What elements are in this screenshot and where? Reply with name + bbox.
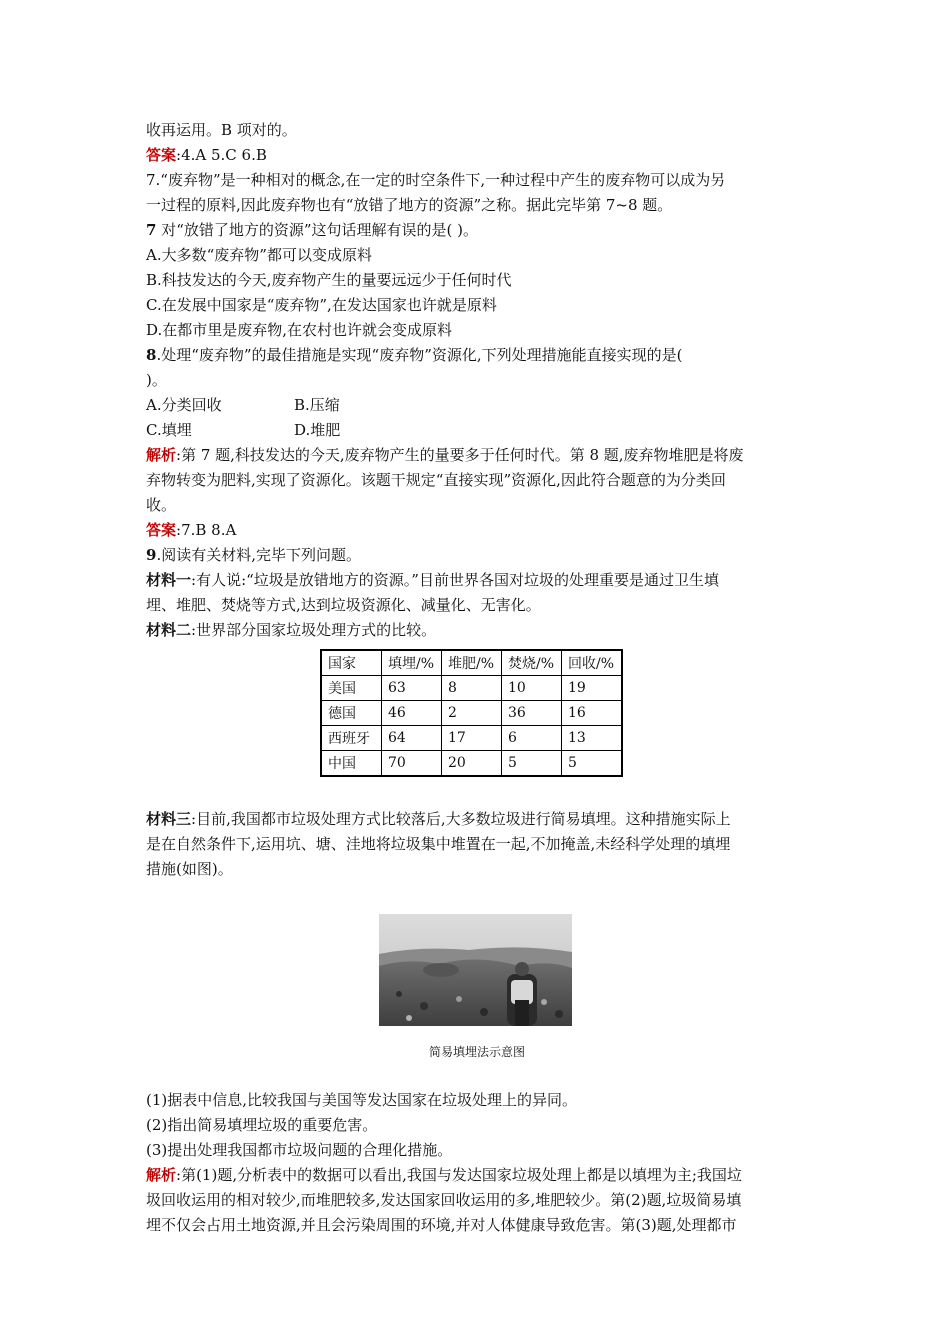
answer-text: :4.A 5.C 6.B bbox=[176, 146, 267, 164]
explanation-label: 解析 bbox=[146, 1166, 177, 1184]
material-label: 材料一 bbox=[146, 571, 192, 589]
table-cell: 20 bbox=[442, 751, 502, 777]
table-cell: 63 bbox=[382, 676, 442, 701]
answer-text: :7.B 8.A bbox=[176, 521, 237, 539]
question-text: 对“放错了地方的资源”这句话理解有误的是( )。 bbox=[156, 221, 479, 239]
table-cell: 5 bbox=[502, 751, 562, 777]
table-cell: 10 bbox=[502, 676, 562, 701]
text-line: 收。 bbox=[146, 496, 177, 514]
table-cell: 36 bbox=[502, 701, 562, 726]
table-cell: 64 bbox=[382, 726, 442, 751]
answer-line bbox=[146, 518, 808, 543]
waste-comparison-table bbox=[320, 649, 623, 777]
table-cell: 70 bbox=[382, 751, 442, 777]
text-line: 圾回收运用的相对较少,而堆肥较多,发达国家回收运用的多,堆肥较少。第(2)题,垃圾简易填 bbox=[146, 1191, 742, 1209]
table-header-cell: 回收/% bbox=[562, 650, 623, 676]
text-line: 7.“废弃物”是一种相对的概念,在一定的时空条件下,一种过程中产生的废弃物可以成为另 bbox=[146, 171, 726, 189]
sub-question-2: (2)指出简易填埋垃圾的重要危害。 bbox=[146, 1116, 378, 1134]
sub-question-3: (3)提出处理我国都市垃圾问题的合理化措施。 bbox=[146, 1141, 453, 1159]
landfill-photo-image bbox=[379, 914, 572, 1026]
option-b: B.压缩 bbox=[294, 396, 340, 414]
question-9 bbox=[146, 543, 808, 568]
option-a: A.大多数“废弃物”都可以变成原料 bbox=[146, 246, 372, 264]
material-text: :有人说:“垃圾是放错地方的资源。”目前世界各国对垃圾的处理重要是通过卫生填 bbox=[191, 571, 719, 589]
options-row bbox=[146, 418, 808, 443]
material-label: 材料三 bbox=[146, 810, 192, 828]
table-cell: 17 bbox=[442, 726, 502, 751]
table-header-row bbox=[321, 650, 622, 676]
explanation-label: 解析 bbox=[146, 446, 177, 464]
table-cell: 德国 bbox=[321, 701, 382, 726]
table-cell: 美国 bbox=[321, 676, 382, 701]
option-c: C.填埋 bbox=[146, 421, 192, 439]
question-number: 8 bbox=[146, 346, 157, 364]
document-page bbox=[146, 118, 808, 1238]
table-cell: 8 bbox=[442, 676, 502, 701]
option-b: B.科技发达的今天,废弃物产生的量要远远少于任何时代 bbox=[146, 271, 512, 289]
explanation-line bbox=[146, 443, 808, 468]
options-row bbox=[146, 393, 808, 418]
table-row bbox=[321, 751, 622, 777]
material-text: :目前,我国都市垃圾处理方式比较落后,大多数垃圾进行简易填埋。这种措施实际上 bbox=[191, 810, 731, 828]
option-c: C.在发展中国家是“废弃物”,在发达国家也许就是原料 bbox=[146, 296, 497, 314]
option-a: A.分类回收 bbox=[146, 396, 222, 414]
option-d: D.堆肥 bbox=[294, 421, 341, 439]
explanation-text: :第(1)题,分析表中的数据可以看出,我国与发达国家垃圾处理上都是以填埋为主;我国垃 bbox=[176, 1166, 742, 1184]
sub-question-1: (1)据表中信息,比较我国与美国等发达国家在垃圾处理上的异同。 bbox=[146, 1091, 578, 1109]
answer-line bbox=[146, 143, 808, 168]
question-7 bbox=[146, 218, 808, 243]
question-number: 7 bbox=[146, 221, 157, 239]
table-cell: 5 bbox=[562, 751, 623, 777]
text-line: )。 bbox=[146, 371, 167, 389]
option-d: D.在都市里是废弃物,在农村也许就会变成原料 bbox=[146, 321, 453, 339]
question-8 bbox=[146, 343, 808, 368]
table-header-cell: 焚烧/% bbox=[502, 650, 562, 676]
table-cell: 16 bbox=[562, 701, 623, 726]
table-cell: 19 bbox=[562, 676, 623, 701]
text-line: 一过程的原料,因此废弃物也有“放错了地方的资源”之称。据此完毕第 7~8 题。 bbox=[146, 196, 673, 214]
material-text: :世界部分国家垃圾处理方式的比较。 bbox=[191, 621, 437, 639]
table-cell: 6 bbox=[502, 726, 562, 751]
table-row bbox=[321, 726, 622, 751]
table-row bbox=[321, 701, 622, 726]
table-header-cell: 国家 bbox=[321, 650, 382, 676]
text-line: 弃物转变为肥料,实现了资源化。该题干规定“直接实现”资源化,因此符合题意的为分类回 bbox=[146, 471, 726, 489]
table-header-cell: 填埋/% bbox=[382, 650, 442, 676]
explanation-line bbox=[146, 1163, 808, 1188]
material-2 bbox=[146, 618, 808, 643]
text-line: 埋、堆肥、焚烧等方式,达到垃圾资源化、减量化、无害化。 bbox=[146, 596, 541, 614]
question-text: .阅读有关材料,完毕下列问题。 bbox=[156, 546, 361, 564]
text-line: 是在自然条件下,运用坑、塘、洼地将垃圾集中堆置在一起,不加掩盖,未经科学处理的填埋 bbox=[146, 835, 731, 853]
figure-caption: 简易填埋法示意图 bbox=[428, 1045, 525, 1059]
table-cell: 13 bbox=[562, 726, 623, 751]
question-text: .处理“废弃物”的最佳措施是实现“废弃物”资源化,下列处理措施能直接实现的是( bbox=[156, 346, 683, 364]
table-row bbox=[321, 676, 622, 701]
landfill-photo bbox=[379, 914, 572, 1026]
answer-label: 答案 bbox=[146, 521, 177, 539]
answer-label: 答案 bbox=[146, 146, 177, 164]
table-cell: 西班牙 bbox=[321, 726, 382, 751]
table-cell: 中国 bbox=[321, 751, 382, 777]
text-line: 收再运用。B 项对的。 bbox=[146, 121, 297, 139]
text-line: 埋不仅会占用土地资源,并且会污染周围的环境,并对人体健康导致危害。第(3)题,处理都市 bbox=[146, 1216, 737, 1234]
explanation-text: :第 7 题,科技发达的今天,废弃物产生的量要多于任何时代。第 8 题,废弃物堆肥是将废 bbox=[176, 446, 744, 464]
table-cell: 46 bbox=[382, 701, 442, 726]
text-line: 措施(如图)。 bbox=[146, 860, 233, 878]
material-3 bbox=[146, 807, 808, 832]
table-header-cell: 堆肥/% bbox=[442, 650, 502, 676]
question-number: 9 bbox=[146, 546, 157, 564]
table-cell: 2 bbox=[442, 701, 502, 726]
material-label: 材料二 bbox=[146, 621, 192, 639]
material-1 bbox=[146, 568, 808, 593]
